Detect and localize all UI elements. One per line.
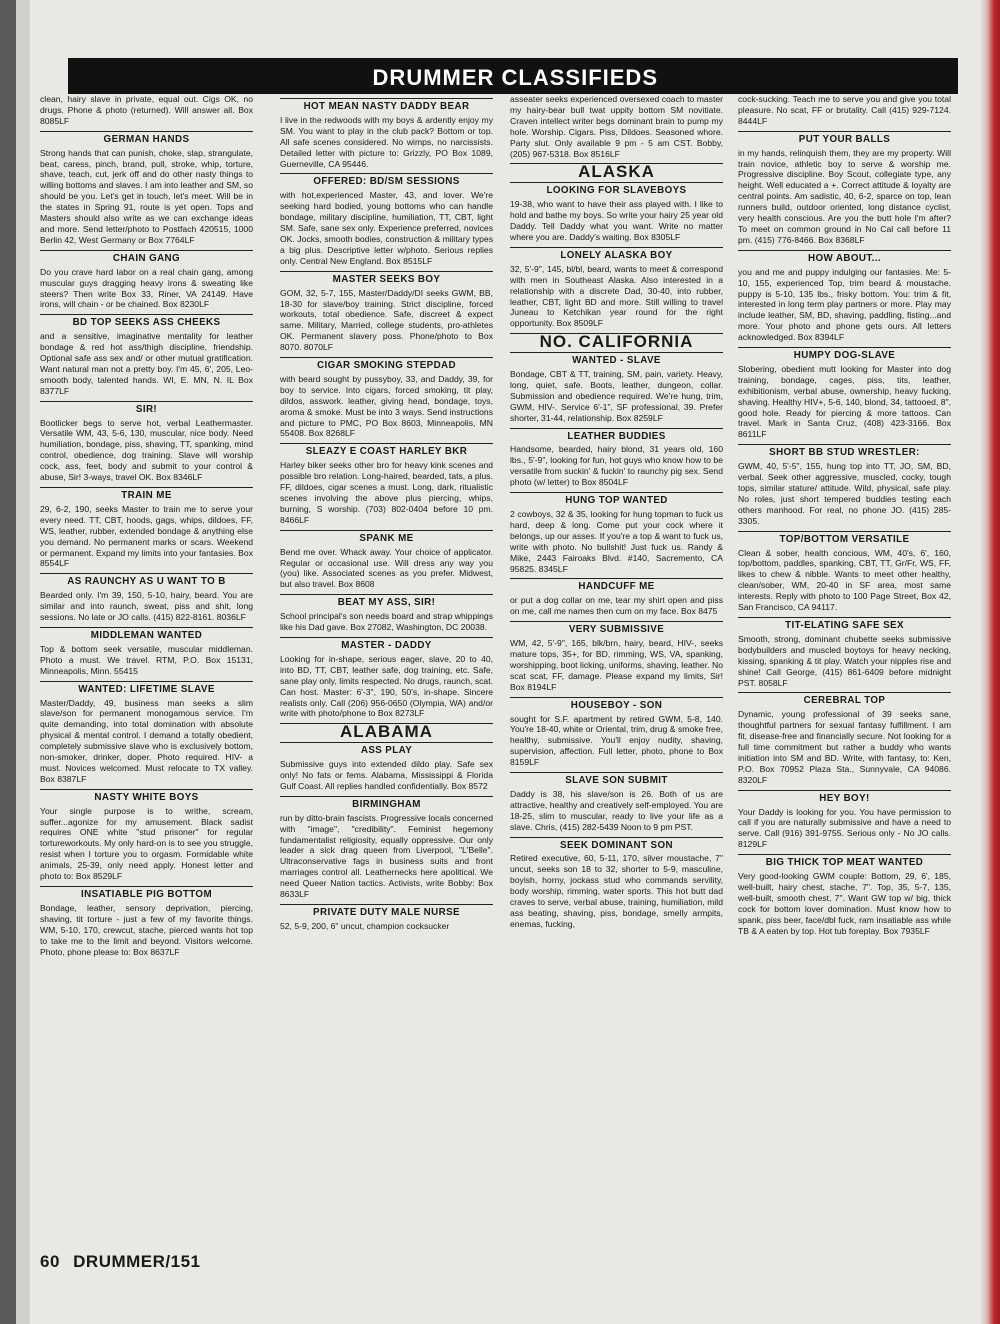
divider xyxy=(40,789,253,790)
divider xyxy=(40,681,253,682)
divider xyxy=(738,444,951,445)
ad-heading: HEY BOY! xyxy=(819,792,870,804)
ad-body: 32, 5'-9", 145, bl/bl, beard, wants to meet & correspond with men in Southeast Alaska. Also interested in a relationship with a discrete Dad, 30-40, into rubber, leather, CBT, light BD and more. Still willing to travel Juneau to Ketchikan year round for the right opportunity. Box 8509LF xyxy=(510,263,723,329)
divider xyxy=(280,271,493,272)
ad-heading: HOT MEAN NASTY DADDY BEAR xyxy=(303,101,470,112)
ad-heading: INSATIABLE PIG BOTTOM xyxy=(80,889,213,900)
divider xyxy=(280,173,493,174)
divider xyxy=(40,401,253,402)
divider xyxy=(510,247,723,248)
ad-body: Smooth, strong, dominant chubette seeks submissive bodybuilders and muscled boytoys for heavy necking, kissing, spanking & tit play. Watch your nipples rise and shine! Call George, (415) 861-6409 before midnight PST. 8058LF xyxy=(738,633,951,688)
ad-body: and a sensitive, imaginative mentality for leather bondage & red hot ass/thigh discipline, friendship. Optional safe ass sex and/ or other mutual gratification. Want natural man not a pretty boy. I'm 45, 6', 205, Leo-smooth body, talented hands. WI, E. MN, N. IL Box 8377LF xyxy=(40,331,253,396)
divider xyxy=(280,357,493,358)
classified-column-2 xyxy=(280,94,493,1270)
ad-body: Daddy is 38, his slave/son is 26. Both of us are attractive, healthy and creatively self-employed. You are 18-25, slim to muscular, ready to live your life as a slave. Chris, (415) 282-5439 Noon to 9 pm PST. xyxy=(510,788,723,832)
ad-heading: TIT-ELATING SAFE SEX xyxy=(785,619,904,631)
ad-body: Master/Daddy, 49, business man seeks a slim slave/son for permanent monogamous service. I'm quite demanding, into total domination with absolute physical & mental control. I demand a totally obedient, completely submissive slave who is exclusively bottom, non-smoker, drinker, doper. Photo required. HIV- a must. Novices welcomed. Must relocate to TX valley. Box 8387LF xyxy=(40,697,253,784)
ad-body: Very good-looking GWM couple: Bottom, 29, 6', 185, well-built, hairy chest, stache, 7". Top, 35, 5-7, 135, well-built, smooth chest, 7". Want GW top w/ big, thick cock for bottom lover domination. Must know how to spank, piss beer, face/dbl fuck, ram insatiable ass while TB & A eaten by top. Hot tub foreplay. Box 7935LF xyxy=(738,871,951,936)
magazine-issue: DRUMMER/151 xyxy=(73,1252,201,1271)
ad-body: Your single purpose is to writhe, scream, suffer...agonize for my amusement. Black sadist requires ONE white "stud prisoner" for regular tortureworkouts. My only hard-on is to see you struggle, resist when I torture you to orgasm. Formidable white animals, 25-39, only need apply. Honest letter and photo to: Box 8529LF xyxy=(40,805,253,882)
divider xyxy=(40,627,253,628)
ad-heading: PUT YOUR BALLS xyxy=(798,133,891,145)
divider xyxy=(40,250,253,251)
ad-body: Harley biker seeks other bro for heavy kink scenes and possible bro relation. Long-haired, bearded, tats, a plus. FF, dildoes, cigar scenes a must. Long, dark, ritualistic scenes involving the above plus piercing, whips, burning, S worship. (703) 802-0404 before 10 pm. 8466LF xyxy=(280,460,493,525)
ad-body: Bearded only. I'm 39, 150, 5-10, hairy, beard. You are similar and into raunch, sweat, piss and shit, long sessions. No late or JO calls. (415) 822-8161. 8036LF xyxy=(40,590,253,623)
divider xyxy=(40,886,253,887)
page-title: DRUMMER CLASSIFIEDS xyxy=(372,65,658,90)
ad-heading: SLEAZY E COAST HARLEY BKR xyxy=(305,446,468,458)
divider xyxy=(510,578,723,579)
ad-body: or put a dog collar on me, tear my shirt open and piss on me, call me names then cum on my face. Box 8475 xyxy=(510,595,723,617)
divider xyxy=(40,314,253,315)
divider xyxy=(510,697,723,698)
ad-body: 52, 5-9, 200, 6" uncut, champion cocksucker xyxy=(280,920,450,931)
ad-body: Looking for in-shape, serious eager, slave, 20 to 40, into BD, TT, CBT, leather safe, dog training, etc. Safe, sane play only, limits respected. No drugs, raunch, scat. Can host. Master: 6'-3", 190, 50's, in-shape. Sincere realists only. Call (206) 956-0650 (Olympia, WA) and/or write with photo/phone to Box 8273LF xyxy=(280,653,493,719)
ad-body: I live in the redwoods with my boys & ardently enjoy my SM. You want to play in the club pack? Bottom or top. All safe scenes considered. No wimps, no narcissists. Detailed letter with picture to: Grizzly, PO Box 1089, Guerneville, CA 95446. xyxy=(280,114,493,169)
divider xyxy=(738,531,951,532)
ad-body: with beard sought by pussyboy, 33, and Daddy, 39, for boy to service. Into cigars, forced smoking, tit play, dildos, asswork. leather, giving head, bondage, toys, aroma & smoke. Must be into 3 ways. Send instructions and picture to PMC, PO Box 8603, Minneapolis, MN 55408. Box 8268LF xyxy=(280,373,493,439)
ad-heading: SPANK ME xyxy=(359,532,414,544)
ad-heading: HOW ABOUT... xyxy=(807,252,881,264)
ad-body: in my hands, relinquish them, they are my property. Will train novice, athletic boy to serve & worship me. Progressive discipline. Boy Scout, collegiate type, any height. Well educated a +. Correct attitude & loyalty are central points. Am sadistic, 40, 6-2, sparce on top, lean runners build, outdoor oriented, long distance cyclist, very health conscious. Are you the butt hole I'm after? To meet on common ground in No Cal call before 11 pm. (415) 776-8466. Box 8368LF xyxy=(738,147,951,245)
ad-heading: TOP/BOTTOM VERSATILE xyxy=(779,533,910,545)
ad-body: GWM, 40, 5'-5", 155, hung top into TT, JO, SM, BD, verbal. Seek other aggressive, muscled, cocky, tough tops, similar stature/ attitude. Wild, physical, safe play. No roles, just short tempered buddies testing each others manhood. For real, no phone JO. (415) 285-3305. xyxy=(738,461,951,526)
classified-column-3 xyxy=(510,94,723,1270)
divider xyxy=(510,621,723,622)
region-heading: ALASKA xyxy=(578,162,655,182)
ad-heading: MIDDLEMAN WANTED xyxy=(90,629,203,641)
ad-heading: SEEK DOMINANT SON xyxy=(560,839,673,851)
divider xyxy=(40,131,253,132)
ad-body: sought for S.F. apartment by retired GWM, 5-8, 140. You're 18-40, white or Oriental, trim, drug & smoke free, healthy, submissive. You'll enjoy nudity, shaving, supervision, affection. Full letter, photo, phone to Box 8159LF xyxy=(510,713,723,768)
divider xyxy=(280,98,493,99)
page-footer xyxy=(40,1252,201,1272)
divider xyxy=(738,131,951,132)
divider xyxy=(280,530,493,531)
divider xyxy=(280,904,493,905)
divider xyxy=(738,790,951,791)
ad-heading: HUNG TOP WANTED xyxy=(565,495,668,507)
ad-heading: BIG THICK TOP MEAT WANTED xyxy=(765,857,924,869)
ad-heading: SHORT BB STUD WRESTLER: xyxy=(769,447,920,459)
divider xyxy=(280,742,493,743)
ad-heading: MASTER SEEKS BOY xyxy=(332,273,441,285)
divider xyxy=(510,492,723,493)
ad-body: Retired executive, 60, 5-11, 170, silver moustache, 7" uncut, seeks son 18 to 32, shorter to 5-9, masculine, boyish, horny, jockass stud who commands servility, body worship, rimming, water sports. This hot butt dad craves to serve, verbal abuse, training, humiliation, mild ass beating, shaving, piss, bondage, smelly armpits, enemas, fucking, xyxy=(510,853,723,929)
ad-heading: WANTED - SLAVE xyxy=(572,355,661,367)
ad-body: Clean & sober, health concious, WM, 40's, 6', 160, top/bottom, paddles, spanking, CBT, TT, Gr/Fr, WS, FF, likes to chew & nibble. Wants to meet other healthy, clean/sober, WM, 20-40 in SF area, most same interests. Reply with photo to 100 Page Street, Box 42, San Francisco, CA 94117. xyxy=(738,547,951,613)
ad-body: run by ditto-brain fascists. Progressive locals concerned with "image", "credibility". Feminist hegemony fundamentalist religiosity, equally oppressive. Our only leader a sick drag queen from Liverpool, "L'Belle". Ultraconservative fags in business suits and front marriages control all. Leathernecks here apolitical. We need Queer Nation tactics. Activists, write Bobby: Box 8633LF xyxy=(280,812,493,900)
ad-heading: OFFERED: BD/SM SESSIONS xyxy=(313,176,460,188)
divider xyxy=(510,428,723,429)
ad-heading: SIR! xyxy=(135,403,158,415)
ad-heading: AS RAUNCHY AS U WANT TO B xyxy=(67,576,226,588)
left-binding-strip xyxy=(0,0,16,1324)
divider xyxy=(40,573,253,574)
ad-body: Do you crave hard labor on a real chain gang, among muscular guys dragging heavy irons & sweating like steers? Then write Box 33, Riner, VA 24149. Have irons, will chain - or be chained. Box 8230LF xyxy=(40,266,253,310)
ad-body: Bootlicker begs to serve hot, verbal Leathermaster. Versatile WM, 43, 5-6, 130, muscular, nice body. Need humiliation, bondage, piss, shaving, TT, spanking, mind control, obedience, dog training. Slave will worship cock, ass, feet, body and submit to your control & abuse, Sir! 3-ways, travel OK. Box 8346LF xyxy=(40,417,253,483)
divider xyxy=(40,487,253,488)
ad-heading: LOOKING FOR SLAVEBOYS xyxy=(546,185,687,197)
ad-continued-text: cock-sucking. Teach me to serve you and give you total pleasure. No scat, FF or brutality. Call (415) 929-7124. 8444LF xyxy=(738,94,951,126)
ad-heading: NASTY WHITE BOYS xyxy=(94,791,199,803)
ad-body: Dynamic, young professional of 39 seeks sane, thoughtful partners for sexual fantasy fulfillment. I am fit, disease-free and financially secure. Not looking for a full time commitment but rather a buddy who wants initiation into SM and BD. Write, with fantasy, to: Ken, P.O. Box 70952 Plaza Sta., Sunnyvale, CA 94086. 8320LF xyxy=(738,709,951,785)
ad-heading: WANTED: LIFETIME SLAVE xyxy=(78,683,215,695)
ad-body: 2 cowboys, 32 & 35, looking for hung topman to fuck us hard, deep & long. Come put your cock where it belongs, up our asses. If you're a top & want to fuck us, write with photo. No bullshit! Just fuck us. Randy & Mike, 2443 Fairoaks Blvd. #140, Sacremento, CA 95825. 8345LF xyxy=(510,509,723,574)
ad-body: Strong hands that can punish, choke, slap, strangulate, beat, caress, pinch, brand, pull, stroke, whip, torture, shave, teach, cut, jerk off and do other nasty things to willing bottoms and slaves. I am into leather and SM, so should be you. Let's get in touch, let's meet. Will be in the states in Spring 91, route is yet open. Tops and Masters should also write as we can exchange ideas and more. Send letter/photo to Postfach 420515, 1000 Berlin 42, West Germany or Box 7764LF xyxy=(40,147,253,245)
ad-heading: SLAVE SON SUBMIT xyxy=(565,775,668,787)
ad-body: Handsome, bearded, hairy blond, 31 years old, 160 lbs., 5'-9", looking for fun, hot guys who know how to be versatile from suckin' & fuckin' to raunchy pig sex. Send photo (w/ letter) to Box 8504LF xyxy=(510,444,723,488)
ad-body: GOM, 32, 5-7, 155, Master/Daddy/DI seeks GWM, BB, 18-30 for slave/boy training. Strict discipline, forced workouts, total obedience. Safe, discreet & expect same. Military, Married, college students, pro-athletes OK. Permanent slavery poss. Phone/photo to Box 8070. 8070LF xyxy=(280,287,493,353)
classified-column-4 xyxy=(738,94,951,1270)
divider xyxy=(738,347,951,348)
ad-heading: MASTER - DADDY xyxy=(341,639,432,651)
divider xyxy=(510,772,723,773)
ad-body: Bondage, CBT & TT, training, SM, pain, variety. Heavy, long, quiet, safe. Boots, leather, dungeon, collar. Submission and obedience required. We're hung, trim, GWM, HIV-. Service 6'-1", SF professional, 39. Prefer shorter, 31-44, relationship. Box 8259LF xyxy=(510,369,723,423)
classified-column-1 xyxy=(40,94,253,1270)
ad-body: School principal's son needs board and strap whippings like his Dad gave. Box 27082, Washington, DC 20038. xyxy=(280,611,493,633)
ad-body: Bondage, leather, sensory deprivation, piercing, shaving, tit torture - just a few of my favorite things. WM, 5-10, 170, crewcut, stache, pierced wants hot top to take me to the limit and beyond. Visitors welcome. Photo, phone please to: Box 8637LF xyxy=(40,902,253,957)
ad-heading: LEATHER BUDDIES xyxy=(567,430,666,442)
ad-heading: VERY SUBMISSIVE xyxy=(568,624,665,636)
divider xyxy=(738,617,951,618)
divider xyxy=(510,352,723,353)
divider xyxy=(738,692,951,693)
divider xyxy=(510,837,723,838)
ad-body: with hot,experienced Master, 43, and lover. We're seeking hard bodied, young bottoms who can handle bondage, military discipline, humiliation, TT, CBT, light SM. Safe, sane sex only. Experience preferred, novices OK. Jocks, smooth bodies, construction & military types a big plus. Descriptive letter w/photo. Serious replies only. Central New England. Box 8515LF xyxy=(280,190,493,266)
header-banner xyxy=(68,58,958,94)
ad-heading: CHAIN GANG xyxy=(112,252,181,264)
divider xyxy=(280,796,493,797)
ad-continued-text: asseater seeks experienced oversexed coach to master my hairy-bear bull twat uppity bottom SM novitiate. Craven intellect writer begs dominant brain to pump my hole. Worship. Cigars. Piss, Dildoes. Seasoned whore. Party slut. Only available 9 pm - 5 am CST. Bobby, (205) 967-5318. Box 8516LF xyxy=(510,94,723,159)
ad-heading: GERMAN HANDS xyxy=(103,133,190,145)
ad-heading: LONELY ALASKA BOY xyxy=(560,249,673,261)
region-heading: ALABAMA xyxy=(340,722,433,742)
ad-heading: BIRMINGHAM xyxy=(352,798,421,810)
ad-body: Submissive guys into extended dildo play. Safe sex only! No fats or fems. Alabama, Mississippi & Florida Gulf Coast. All replies handled confidentially. Box 8572 xyxy=(280,759,493,791)
left-page-edge xyxy=(16,0,30,1324)
ad-continued-text: clean, hairy slave in private, equal out. Cigs OK, no drugs. Phone & photo (returned). Will answer all. Box 8085LF xyxy=(40,94,253,126)
divider xyxy=(280,594,493,595)
ad-heading: HANDCUFF ME xyxy=(578,581,655,593)
region-heading: NO. CALIFORNIA xyxy=(539,332,694,352)
ad-body: 29, 6-2, 190, seeks Master to train me to serve your every need. TT, CBT, hoods, gags, whips, dildoes, FF, WS, leather, rubber, extended bondage & anything else you demand. No permanent marks or scars. Weekend or permanent. Expand my limits into your fantasies. Box 8554LF xyxy=(40,503,253,569)
ad-heading: PRIVATE DUTY MALE NURSE xyxy=(313,907,460,918)
ad-body: Your Daddy is looking for you. You have permission to call if you are naturally submissive and have a need to serve. Call (916) 391-9755. Serious only - No JO calls. 8129LF xyxy=(738,806,951,850)
ad-heading: ASS PLAY xyxy=(360,745,413,757)
ad-body: Slobering, obedient mutt looking for Master into dog training, bondage, cages, piss, tits, leather, exhibitionism, verbal abuse, ownership, heavy fucking, shaving. Healthy HIV+, 5-6, 140, blond, 34, tattooed, 8", good hole. Ready for piercing & more tattoos. Can travel. Mark in Santa Cruz, (408) 423-3166. Box 8611LF xyxy=(738,363,951,440)
ad-body: Top & bottom seek versatile, muscular middleman. Photo a must. We travel. RTM, P.O. Box 15131, Minneapolis, Minn. 55415 xyxy=(40,643,253,676)
ad-body: you and me and puppy indulging our fantasies. Me: 5-10, 155, experienced Top, trim beard & moustache. puppy is 5-10, 135 lbs., frisky bottom. You: trim & fit, interested in long term play partners or more. Play may include leather, SM, BD, shaving, paddling, fisting...and more. Your photo and phone gets ours. All letters acknowledged. Box 8394LF xyxy=(738,266,951,343)
ad-body: 19-38, who want to have their ass played with. I like to hold and bathe my boys. So write your hairy 25 year old Daddy. Tell Daddy what you want. Write no matter where you are. Daddy's waiting. Box 8305LF xyxy=(510,199,723,242)
ad-heading: HUMPY DOG-SLAVE xyxy=(793,350,896,362)
divider xyxy=(738,854,951,855)
ad-heading: BD TOP SEEKS ASS CHEEKS xyxy=(72,317,221,329)
divider xyxy=(280,637,493,638)
ad-body: Bend me over. Whack away. Your choice of applicator. Regular or occasional use. Will dress any way you (you) like. Associated scenes as you prefer. Midwest, but also travel. Box 8608 xyxy=(280,546,493,590)
divider xyxy=(738,250,951,251)
right-page-edge xyxy=(980,0,1000,1324)
ad-heading: HOUSEBOY - SON xyxy=(570,699,663,711)
ad-heading: TRAIN ME xyxy=(121,490,172,501)
divider xyxy=(280,443,493,444)
ad-heading: CEREBRAL TOP xyxy=(803,695,886,707)
divider xyxy=(510,182,723,183)
ad-heading: BEAT MY ASS, SIR! xyxy=(337,597,436,609)
page-number: 60 xyxy=(40,1252,60,1271)
ad-heading: CIGAR SMOKING STEPDAD xyxy=(316,360,457,372)
ad-body: WM, 42, 5'-9", 165, blk/brn, hairy, beard, HIV-, seeks mature tops, 35+, for BD, rimming, WS, VA, spanking, worshipping, boot licking, uniforms, shaving, leather. No scat scat, FF, damage. Please expand my limits, Sir! Box 8194LF xyxy=(510,638,723,692)
